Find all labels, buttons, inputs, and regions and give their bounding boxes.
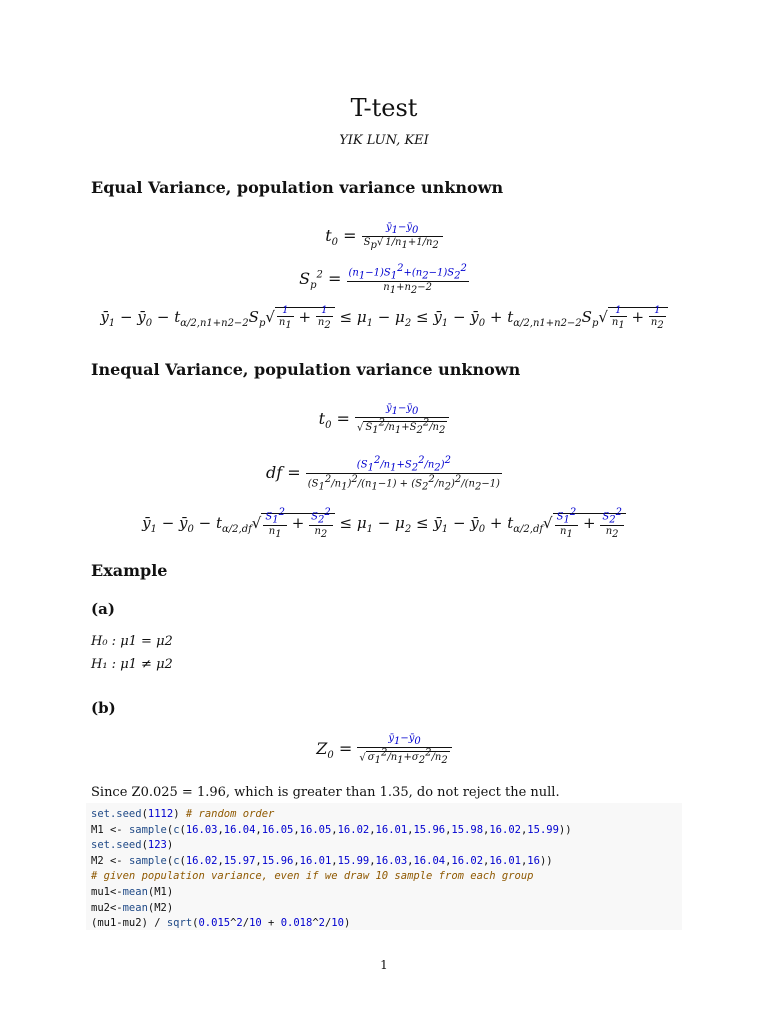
subsection-a: (a) — [91, 600, 115, 618]
eq-render: $t_0$ = $\frac{ȳ_1-ȳ_0}{S_p√ 1/n_1+1/n_2}$ — [325, 226, 443, 245]
subsection-b: (b) — [91, 699, 116, 717]
equation-t0-welch: $t_0$ = $\frac{ȳ_1-ȳ_0}{√ S_1^2/n_1+S_2^2/n_2}$ — [0, 403, 768, 436]
code-line: (mu1-mu2) / sqrt(0.015^2/10 + 0.018^2/10) — [91, 917, 351, 930]
hypothesis-null: H₀ : μ1 = μ2 — [91, 634, 173, 649]
section-heading-equal-variance: Equal Variance, population variance unknown — [91, 178, 504, 197]
equation-t0-pooled — [0, 222, 768, 251]
section-heading-inequal-variance: Inequal Variance, population variance unknown — [91, 360, 521, 379]
equation-ci-pooled: $ȳ_1$ − $ȳ_0 - t_{\alpha/2,n1+n2-2}S_p√$ $\frac{1}{n_1}$ + $\frac{1}{n_2}$ ≤ $\mu_1 - \mu_2$ ≤ $ȳ_1$ − $ȳ_0 + t_{\alpha/2,n1+n2-2}S_p√$ $\frac{1}{n_1}$ + $\frac{1}{n_2}$ — [0, 305, 768, 331]
page-number: 1 — [380, 958, 388, 972]
conclusion-paragraph: Since Z0.025 = 1.96, which is greater than 1.35, do not reject the null. — [91, 785, 560, 800]
code-line: mu1<-mean(M1) — [91, 885, 174, 898]
hypothesis-alt: H₁ : μ1 ≠ μ2 — [91, 657, 173, 672]
code-line: M2 <- sample(c(16.02,15.97,15.96,16.01,15.99,16.03,16.04,16.02,16.01,16)) — [91, 854, 553, 867]
code-line: M1 <- sample(c(16.03,16.04,16.05,16.05,16.02,16.01,15.96,15.98,16.02,15.99)) — [91, 823, 572, 836]
code-line: # given population variance, even if we draw 10 sample from each group — [91, 870, 534, 883]
section-heading-example: Example — [91, 561, 168, 580]
page-title: T-test — [350, 94, 418, 122]
code-block — [86, 803, 682, 930]
equation-df: df = $\frac{(S_1^2/n_1+S_2^2/n_2)^2}{(S_1^2/n_1)^2/(n_1-1) + (S_2^2/n_2)^2/(n_2-1)}$ — [266, 455, 500, 493]
author: YIK LUN, KEI — [339, 133, 429, 148]
code-line: set.seed(123) — [91, 839, 174, 852]
code-line: mu2<-mean(M2) — [91, 901, 174, 914]
code-line: set.seed(1112) # random order — [91, 808, 275, 820]
equation-sp-squared: $S_p^2$ = $\frac{(n_1-1)S_1^2+(n_2-1)S_2^2}{n_1+n_2-2}$ — [299, 263, 467, 297]
equation-ci-welch: $ȳ_1$ − $ȳ_0 - t_{\alpha/2,df}√$ $\frac{S_1^2}{n_1}$ + $\frac{S_2^2}{n_2}$ ≤ $\mu_1 - \mu_2$ ≤ $ȳ_1$ − $ȳ_0 + t_{\alpha/2,df}√$ $\frac{S_1^2}{n_1}$ + $\frac{S_2^2}{n_2}$ — [0, 507, 768, 540]
equation-z0: $Z_0$ = $\frac{ȳ_1-ȳ_0}{√ \sigma_1^2/n_1+\sigma_2^2/n_2}$ — [0, 733, 768, 766]
